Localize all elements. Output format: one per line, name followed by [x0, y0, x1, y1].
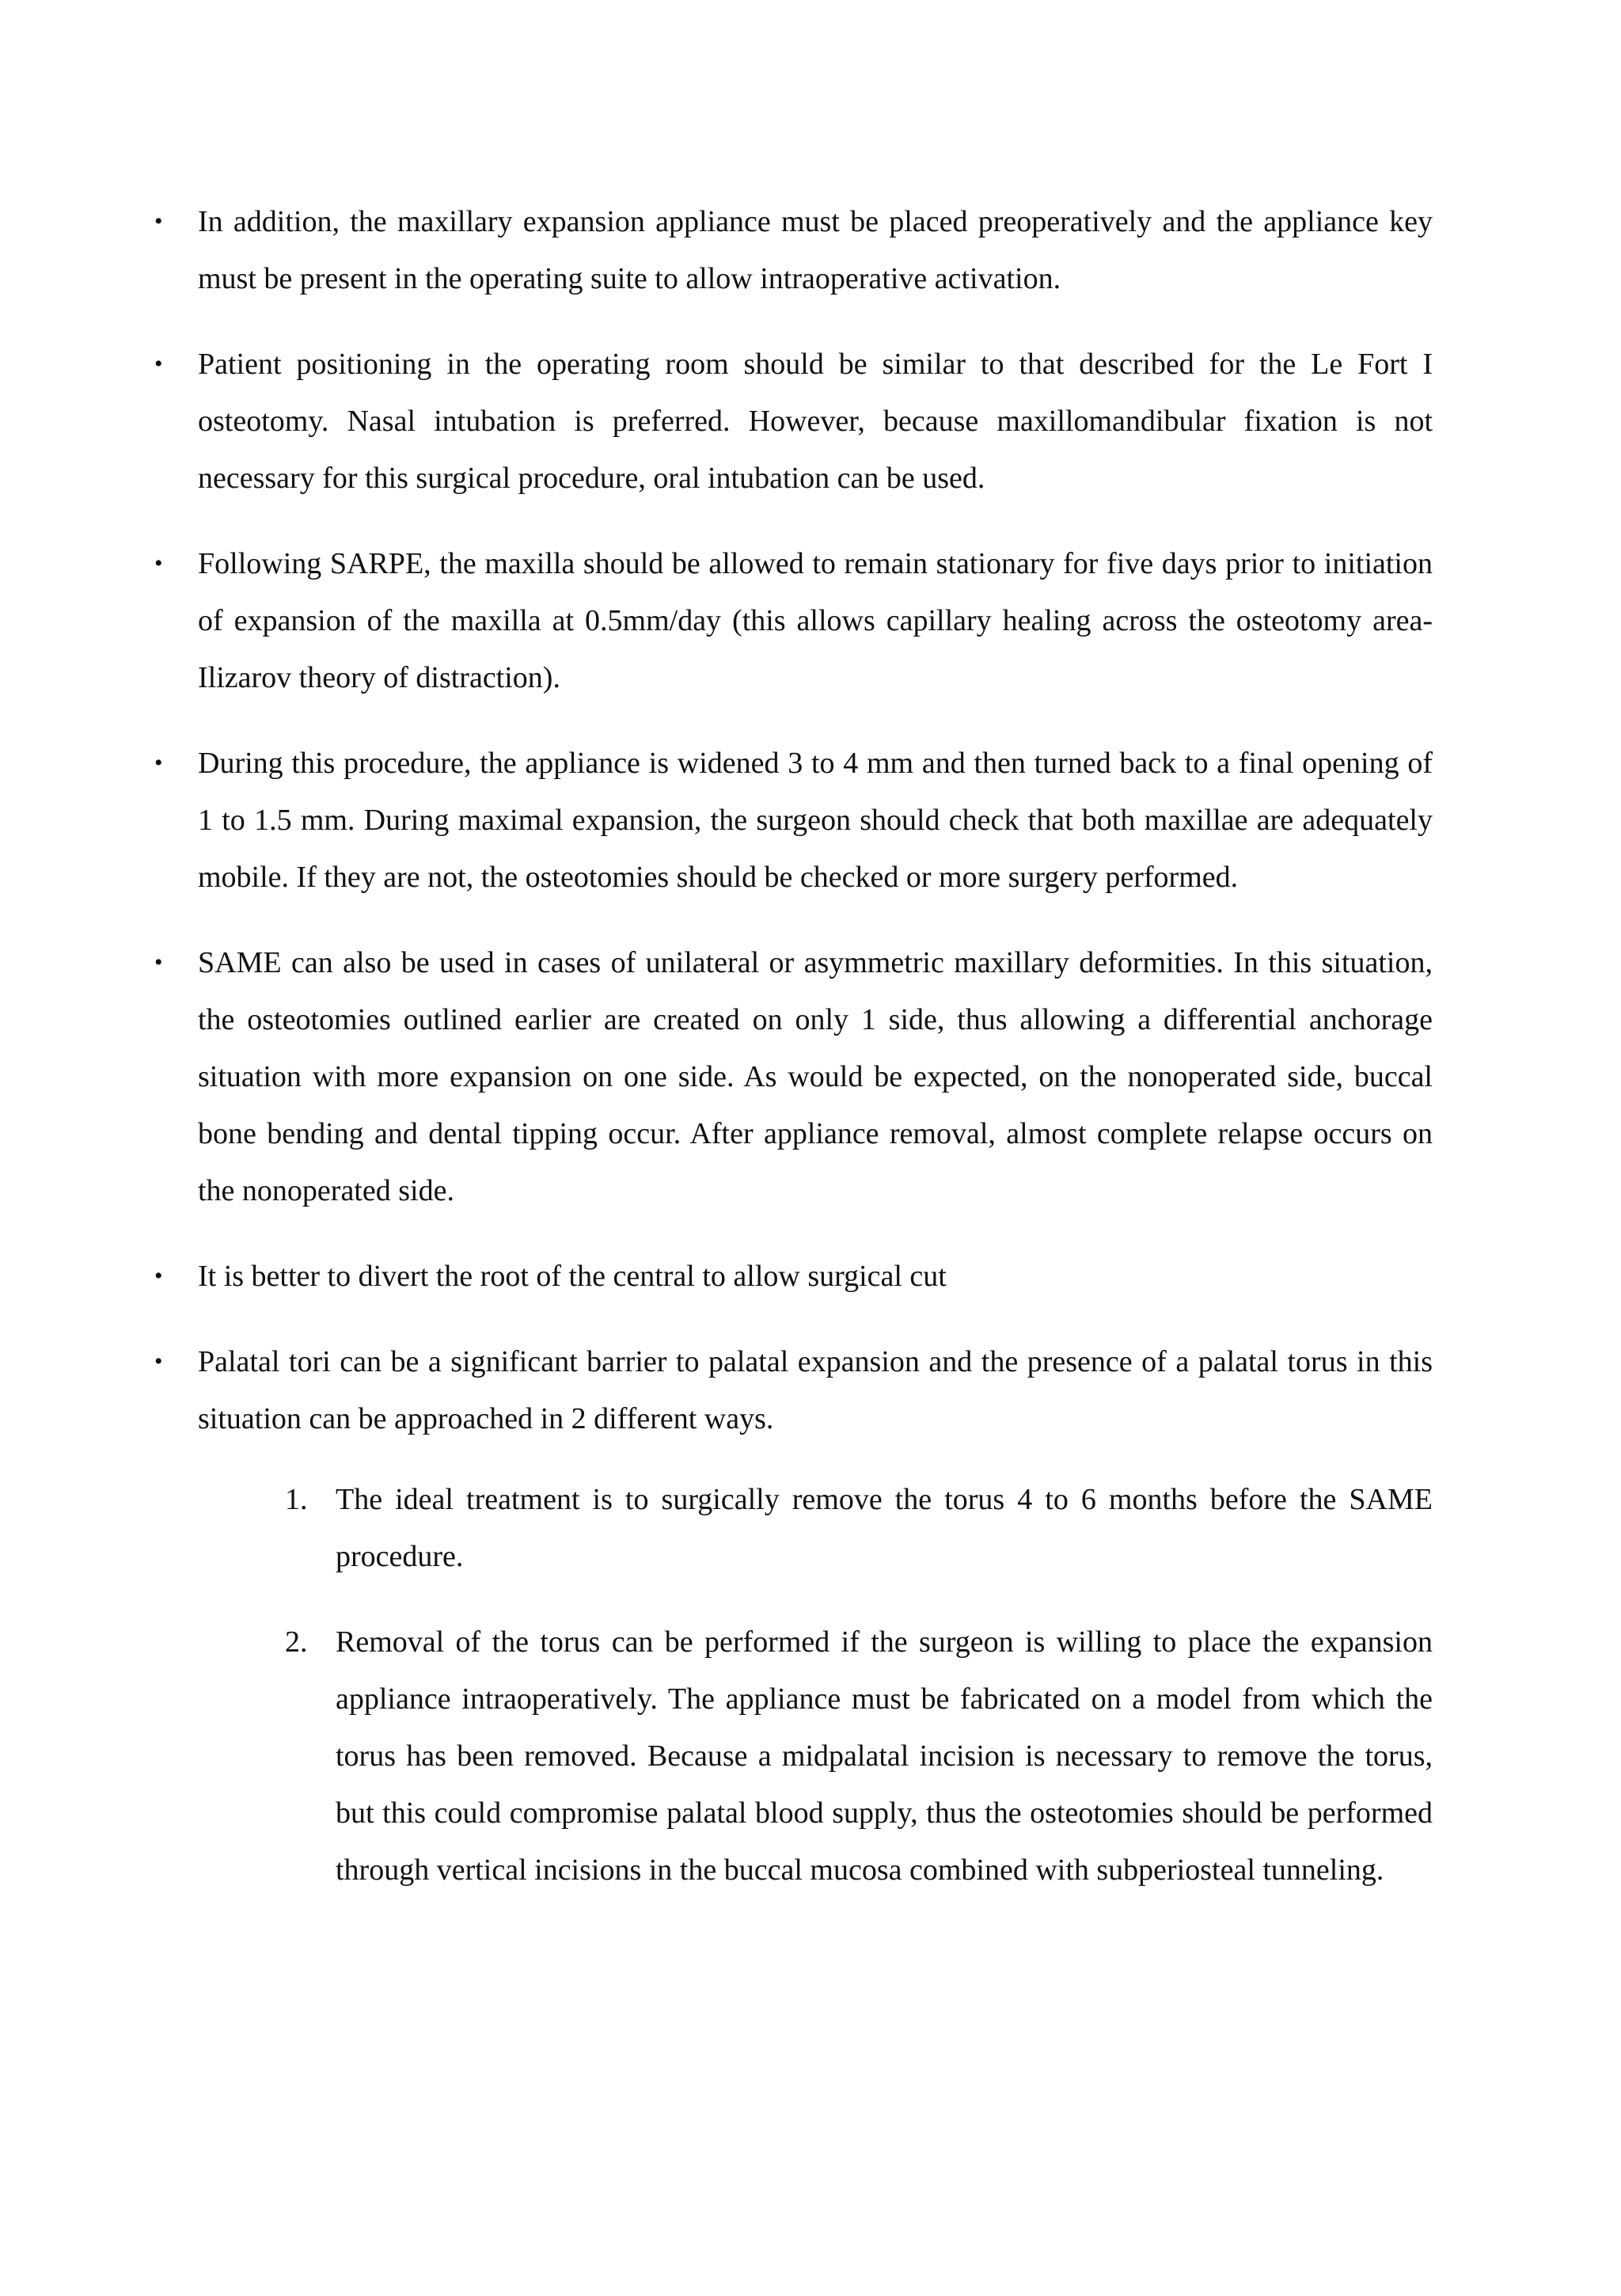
list-item [154, 934, 1433, 1219]
list-item [154, 735, 1433, 906]
document-body [154, 193, 1433, 1927]
numbered-item [285, 1471, 1433, 1585]
bullet-icon: • [154, 750, 163, 776]
list-item [154, 535, 1433, 706]
bullet-list [154, 193, 1433, 1899]
numbered-list [198, 1471, 1433, 1899]
bullet-icon: • [154, 1348, 163, 1374]
bullet-icon: • [154, 949, 163, 975]
list-item [154, 1248, 1433, 1305]
bullet-icon: • [154, 550, 163, 576]
numbered-item [285, 1614, 1433, 1899]
bullet-icon: • [154, 351, 163, 377]
item-number: 2. [285, 1625, 308, 1659]
bullet-text: Following SARPE, the maxilla should be allowed to remain stationary for five days prior to initiation of expansion of the maxilla at 0.5mm/day (this allows capillary healing across the osteotomy area- Ilizarov theory of distraction). [198, 547, 1433, 694]
list-item [154, 1333, 1433, 1899]
numbered-text: Removal of the torus can be performed if the surgeon is willing to place the expansion appliance intraoperatively. The appliance must be fabricated on a model from which the torus has been removed. Because a midpalatal incision is necessary to remove the torus, but this could compromise palatal blood supply, thus the osteotomies should be performed through vertical incisions in the buccal mucosa combined with subperiosteal tunneling. [336, 1625, 1433, 1887]
list-item [154, 336, 1433, 507]
bullet-text: It is better to divert the root of the central to allow surgical cut [198, 1260, 947, 1293]
list-item [154, 193, 1433, 307]
bullet-icon: • [154, 1263, 163, 1289]
bullet-text: In addition, the maxillary expansion appliance must be placed preoperatively and the appliance key must be present in the operating suite to allow intraoperative activation. [198, 205, 1433, 295]
bullet-icon: • [154, 208, 163, 234]
bullet-text: Patient positioning in the operating room should be similar to that described for the Le Fort I osteotomy. Nasal intubation is preferred. However, because maxillomandibular fixation is not necessary for this surgical procedure, oral intubation can be used. [198, 348, 1433, 495]
bullet-text: During this procedure, the appliance is widened 3 to 4 mm and then turned back to a final opening of 1 to 1.5 mm. During maximal expansion, the surgeon should check that both maxillae are adequately mobile. If they are not, the osteotomies should be checked or more surgery performed. [198, 747, 1433, 894]
bullet-text: Palatal tori can be a significant barrier to palatal expansion and the presence of a palatal torus in this situation can be approached in 2 different ways. [198, 1345, 1433, 1435]
numbered-text: The ideal treatment is to surgically remove the torus 4 to 6 months before the SAME procedure. [336, 1483, 1433, 1573]
bullet-text: SAME can also be used in cases of unilateral or asymmetric maxillary deformities. In this situation, the osteotomies outlined earlier are created on only 1 side, thus allowing a differential anchorage situation with more expansion on one side. As would be expected, on the nonoperated side, buccal bone bending and dental tipping occur. After appliance removal, almost complete relapse occurs on the nonoperated side. [198, 946, 1433, 1207]
item-number: 1. [285, 1483, 308, 1516]
